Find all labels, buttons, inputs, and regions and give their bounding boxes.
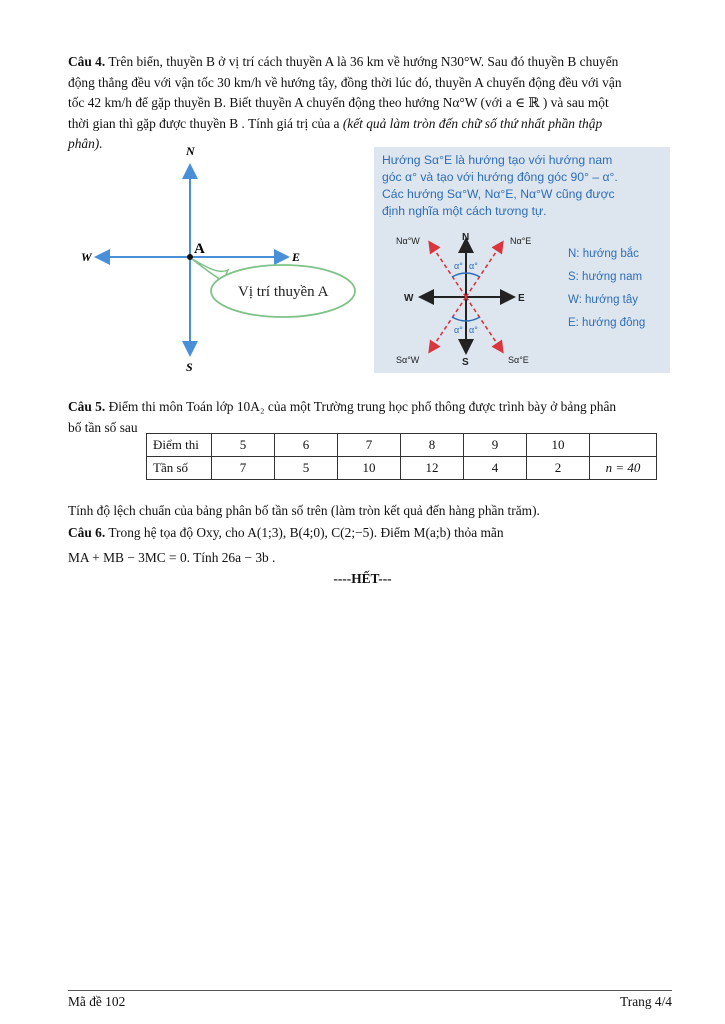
- table-cell: 5: [275, 457, 338, 480]
- legend-west: W: hướng tây: [568, 294, 638, 306]
- question-6: [68, 523, 672, 568]
- footer-rule: [68, 990, 672, 991]
- label-e: E: [292, 250, 301, 264]
- label-n: N: [186, 145, 195, 158]
- bd-label-naw: Nα°W: [396, 236, 420, 246]
- table-cell-empty: [590, 434, 657, 457]
- direction-info-box: [374, 147, 670, 373]
- q4-line4-note: (kết quả làm tròn đến chữ số thứ nhất phần thập: [342, 115, 603, 131]
- question-5: [68, 397, 672, 438]
- info-text: [382, 152, 666, 220]
- q4-line4: thời gian thì gặp được thuyền B . Tính giá trị của a: [68, 115, 340, 131]
- info-line-1: Hướng Sα°E là hướng tạo với hướng nam: [382, 153, 613, 167]
- q6-label: Câu 6.: [68, 525, 106, 540]
- table-cell: 12: [401, 457, 464, 480]
- bd-label-sae: Sα°E: [508, 355, 529, 365]
- table-cell: 6: [275, 434, 338, 457]
- bd-alpha-se: α°: [469, 325, 478, 335]
- label-s: S: [186, 360, 193, 374]
- bd-alpha-ne: α°: [469, 261, 478, 271]
- info-line-4: định nghĩa một cách tương tự.: [382, 204, 547, 218]
- callout-text: Vị trí thuyền A: [238, 284, 329, 300]
- q5-label: Câu 5.: [68, 399, 106, 414]
- q5-line2: bố tần số sau: [68, 419, 138, 435]
- table-cell: 5: [212, 434, 275, 457]
- bd-label-nae: Nα°E: [510, 236, 532, 246]
- footer-page: Trang 4/4: [620, 994, 672, 1009]
- table-cell: 8: [401, 434, 464, 457]
- info-line-2: góc α° và tạo với hướng đông góc 90° – α°.: [382, 170, 618, 184]
- compass-figure: [78, 145, 363, 375]
- q6-line2: MA + MB − 3MC = 0. Tính 26a − 3b .: [68, 549, 276, 565]
- bd-label-s: S: [462, 357, 469, 368]
- q5-line1: Điểm thi môn Toán lớp 10A₂ của một Trường trung học phổ thông được trình bày ở bảng phân: [108, 399, 617, 414]
- q4-line2: động thẳng đều với vận tốc 30 km/h về hướng tây, đồng thời lúc đó, thuyền A chuyển động đều với vận: [68, 74, 622, 90]
- label-w: W: [81, 250, 92, 264]
- end-mark: ----HẾT---: [333, 571, 392, 586]
- table-cell: 7: [338, 434, 401, 457]
- bd-label-e: E: [518, 293, 525, 304]
- table-row-scores: [147, 434, 657, 457]
- bd-sae-ray: [466, 297, 502, 351]
- frequency-table: [146, 433, 657, 480]
- table-cell: 2: [527, 457, 590, 480]
- info-line-3: Các hướng Sα°W, Nα°E, Nα°W cũng được: [382, 187, 615, 201]
- table-total: n = 40: [590, 457, 657, 480]
- legend-south: S: hướng nam: [568, 271, 643, 283]
- row-label-scores: Điểm thi: [147, 434, 212, 457]
- question-4: [68, 52, 672, 155]
- table-cell: 10: [527, 434, 590, 457]
- bd-alpha-nw: α°: [454, 261, 463, 271]
- q4-line3: tốc 42 km/h để gặp thuyền B. Biết thuyền A chuyển động theo hướng Nα°W (với a ∈ ℝ ) và sau một: [68, 95, 609, 110]
- table-cell: 4: [464, 457, 527, 480]
- row-label-frequencies: Tần số: [147, 457, 212, 480]
- q4-line5-note: phân).: [68, 136, 103, 151]
- table-cell: 7: [212, 457, 275, 480]
- bd-label-w: W: [404, 293, 414, 304]
- q4-label: Câu 4.: [68, 54, 106, 69]
- bearing-diagram: [374, 229, 564, 371]
- q5-question: Tính độ lệch chuẩn của bảng phân bố tần số trên (làm tròn kết quả đến hàng phần trăm).: [68, 503, 540, 518]
- legend-north: N: hướng bắc: [568, 248, 639, 260]
- bd-label-n: N: [462, 232, 470, 243]
- q6-line1: Trong hệ tọa độ Oxy, cho A(1;3), B(4;0), C(2;−5). Điểm M(a;b) thỏa mãn: [108, 525, 504, 540]
- bd-saw-ray: [430, 297, 466, 351]
- legend-east: E: hướng đông: [568, 317, 646, 329]
- table-cell: 9: [464, 434, 527, 457]
- bd-label-saw: Sα°W: [396, 355, 420, 365]
- label-point-a: A: [194, 241, 205, 257]
- q4-line1: Trên biển, thuyền B ở vị trí cách thuyền A là 36 km về hướng N30°W. Sau đó thuyền B chuyển: [108, 54, 619, 69]
- table-cell: 10: [338, 457, 401, 480]
- table-row-frequencies: [147, 457, 657, 480]
- bd-alpha-sw: α°: [454, 325, 463, 335]
- footer-code: Mã đề 102: [68, 994, 126, 1009]
